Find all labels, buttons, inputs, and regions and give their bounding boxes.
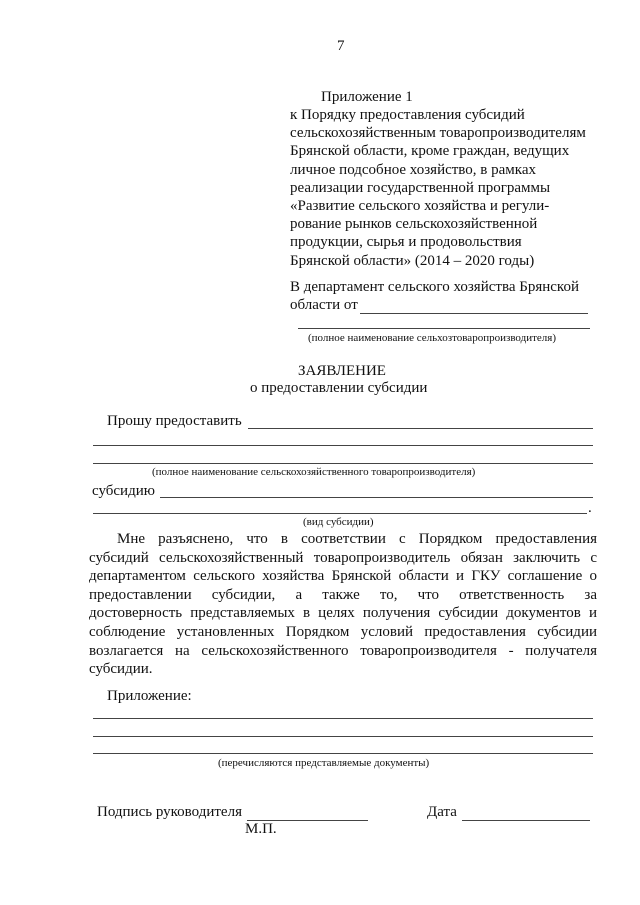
date-field[interactable]: [462, 820, 590, 821]
subsidy-type-line-2[interactable]: [93, 513, 587, 514]
subsidy-period: .: [588, 500, 592, 516]
declaration-paragraph: [89, 530, 597, 679]
attachment-label: Приложение:: [107, 688, 192, 704]
document-subtitle: о предоставлении субсидии: [250, 380, 428, 396]
addressee-name-field[interactable]: [298, 328, 590, 329]
annex-line: к Порядку предоставления субсидий: [290, 107, 525, 123]
applicant-caption: (полное наименование сельскохозяйственного товаропроизводителя): [152, 466, 476, 478]
request-label: Прошу предоставить: [107, 413, 242, 429]
addressee-caption: (полное наименование сельхозтоваропроизводителя): [308, 332, 556, 344]
addressee-line-2: области от: [290, 297, 358, 313]
annex-line: продукции, сырья и продовольствия: [290, 234, 522, 251]
addressee-field[interactable]: [360, 313, 588, 314]
annex-line: «Развитие сельского хозяйства и регули-: [290, 198, 550, 214]
signature-label: Подпись руководителя: [97, 804, 242, 820]
declaration-line: Мне разъяснено, что в соответствии с Порядком предоставления: [117, 531, 597, 547]
attachment-line-2[interactable]: [93, 736, 593, 737]
applicant-name-line-2[interactable]: [93, 445, 593, 446]
declaration-line: возлагается на сельскохозяйственного товаропроизводителя - получателя: [89, 642, 597, 659]
annex-line: рование рынков сельскохозяйственной: [290, 216, 538, 233]
declaration-line: субсидий сельскохозяйственный товаропроизводитель обязан заключить с: [89, 549, 597, 566]
declaration-line: соблюдение установленных Порядком условий предоставления субсидии: [89, 623, 597, 640]
declaration-line: достоверность представляемых в целях получения субсидии документов и: [89, 605, 597, 622]
annex-title: Приложение 1: [321, 89, 413, 105]
annex-line: Брянской области, кроме граждан, ведущих: [290, 143, 570, 160]
attachment-line-1[interactable]: [93, 718, 593, 719]
subsidy-type-field[interactable]: [160, 497, 593, 498]
annex-line: сельскохозяйственным товаропроизводителям: [290, 125, 586, 142]
stamp-label: М.П.: [245, 821, 277, 837]
attachment-caption: (перечисляются представляемые документы): [218, 757, 430, 769]
declaration-line: предоставлении субсидии, а также то, что ответственность за: [89, 586, 597, 603]
date-label: Дата: [427, 804, 457, 820]
page-number: 7: [337, 38, 345, 54]
attachment-line-3[interactable]: [93, 753, 593, 754]
declaration-line: субсидии.: [89, 661, 153, 678]
subsidy-label: субсидию: [92, 483, 155, 499]
document-title: ЗАЯВЛЕНИЕ: [298, 363, 386, 379]
annex-line: реализации государственной программы: [290, 179, 551, 196]
annex-line: Брянской области» (2014 – 2020 годы): [290, 252, 535, 269]
applicant-name-line-3[interactable]: [93, 463, 593, 464]
annex-line: личное подсобное хозяйство, в рамках: [290, 161, 536, 178]
applicant-name-field[interactable]: [248, 428, 593, 429]
subsidy-caption: (вид субсидии): [303, 516, 374, 528]
declaration-line: департаментом сельского хозяйства Брянской области и ГКУ соглашение о: [89, 568, 597, 585]
addressee-line-1: В департамент сельского хозяйства Брянской: [290, 279, 579, 295]
